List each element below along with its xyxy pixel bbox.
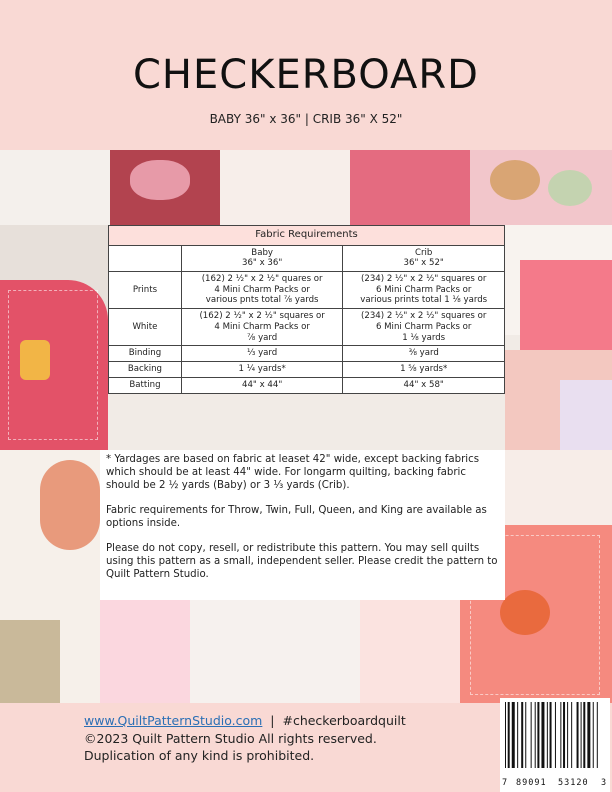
barcode-bar <box>505 702 506 768</box>
cell-baby <box>181 309 343 346</box>
row-label: Prints <box>109 271 182 308</box>
barcode-bar <box>597 702 598 768</box>
barcode-bar <box>525 702 526 768</box>
row-label: Batting <box>109 377 182 393</box>
cell-line: ⅓ yard <box>247 348 278 359</box>
row-label: Binding <box>109 346 182 362</box>
cell-crib <box>343 309 505 346</box>
cell-line: (162) 2 ½" x 2 ½" squares or <box>199 311 325 322</box>
cell-baby <box>181 362 343 378</box>
table-header-row <box>109 245 505 271</box>
table-caption: Fabric Requirements <box>109 226 505 246</box>
barcode-bar <box>587 702 590 768</box>
cell-baby <box>181 271 343 308</box>
barcode-bar <box>563 702 565 768</box>
barcode-digit-left: 89091 <box>516 778 547 788</box>
cell-crib <box>343 271 505 308</box>
barcode-bar <box>567 702 568 768</box>
notes-box <box>100 450 505 600</box>
column-header-crib <box>343 245 505 271</box>
barcode-bar <box>547 702 548 768</box>
cell-line: 4 Mini Charm Packs or <box>214 284 310 295</box>
cell-line: (234) 2 ½" x 2 ½" squares or <box>361 311 487 322</box>
barcode-bar <box>531 702 532 768</box>
cell-line: various pnts total ⅞ yards <box>205 295 319 306</box>
cell-baby <box>181 377 343 393</box>
table-row <box>109 309 505 346</box>
cell-line: 1 ⅝ yards* <box>400 364 448 375</box>
cell-line: 1 ¼ yards* <box>238 364 286 375</box>
note-copyright: Please do not copy, resell, or redistribute this pattern. You may sell quilts using this pattern as a small, independent seller. Please credit the pattern to Quilt Pattern Studio. <box>106 543 498 580</box>
copyright-line: ©2023 Quilt Pattern Studio All rights reserved. <box>84 731 377 746</box>
barcode-bar <box>555 702 556 768</box>
cell-line: (162) 2 ½" x 2 ½" quares or <box>201 273 323 284</box>
column-header-name: Crib <box>415 247 433 258</box>
cell-line: ⅞ yard <box>247 332 278 343</box>
barcode-bar <box>517 702 518 768</box>
cell-crib <box>343 362 505 378</box>
header-band <box>0 0 612 150</box>
table-caption-row <box>109 226 505 246</box>
column-header-baby <box>181 245 343 271</box>
column-header-size: 36" x 52" <box>403 258 444 269</box>
cell-line: 4 Mini Charm Packs or <box>214 321 310 332</box>
cell-line: 1 ⅛ yards <box>402 332 446 343</box>
barcode-bars <box>505 702 605 768</box>
cell-line: various prints total 1 ⅛ yards <box>360 295 488 306</box>
cell-line: 6 Mini Charm Packs or <box>375 321 472 332</box>
hashtag: #checkerboardquilt <box>282 713 406 728</box>
barcode-digit-right: 53120 <box>558 778 589 788</box>
barcode-bar <box>581 702 582 768</box>
barcode-bar <box>577 702 579 768</box>
cell-crib <box>343 346 505 362</box>
header-empty-cell <box>109 245 182 271</box>
barcode-bar <box>571 702 572 768</box>
footer-separator: | <box>270 713 275 728</box>
barcode-bar <box>541 702 544 768</box>
barcode-bar <box>593 702 594 768</box>
duplication-notice: Duplication of any kind is prohibited. <box>84 748 315 763</box>
cell-line: 44" x 44" <box>241 379 283 390</box>
column-header-size: 36" x 36" <box>241 258 283 269</box>
page-title: CHECKERBOARD <box>133 52 479 98</box>
barcode-bar <box>583 702 585 768</box>
column-header-name: Baby <box>251 247 273 258</box>
barcode-bar <box>512 702 515 768</box>
website-link[interactable]: www.QuiltPatternStudio.com <box>84 713 263 728</box>
cell-baby <box>181 346 343 362</box>
cell-line: 6 Mini Charm Packs or <box>375 284 472 295</box>
page-subtitle: BABY 36" x 36" | CRIB 36" X 52" <box>209 112 403 126</box>
note-yardage: * Yardages are based on fabric at leaset 42" wide, except backing fabrics which should be at least 44" wide. For longarm quilting, backing fabric should be 2 ½ yards (Baby) or 3 ⅓ yards (Crib). <box>106 454 479 491</box>
cell-line: ⅜ yard <box>408 348 439 359</box>
barcode-digit-check: 3 <box>601 778 607 788</box>
cell-crib <box>343 377 505 393</box>
table-row <box>109 377 505 393</box>
table-row <box>109 346 505 362</box>
cell-line: 44" x 58" <box>403 379 444 390</box>
barcode-bar <box>560 702 561 768</box>
note-sizes: Fabric requirements for Throw, Twin, Full, Queen, and King are available as options inside. <box>106 505 487 529</box>
row-label: Backing <box>109 362 182 378</box>
table-row <box>109 362 505 378</box>
barcode-digit-lead: 7 <box>502 778 508 788</box>
footer-links-line <box>84 713 406 728</box>
barcode-bar <box>550 702 552 768</box>
barcode-bar <box>508 702 510 768</box>
barcode-bar <box>537 702 539 768</box>
barcode-bar <box>535 702 536 768</box>
table-row <box>109 271 505 308</box>
cell-line: (234) 2 ½" x 2 ½" squares or <box>361 273 487 284</box>
barcode <box>500 698 610 792</box>
barcode-bar <box>521 702 523 768</box>
row-label: White <box>109 309 182 346</box>
table-body <box>109 271 505 393</box>
fabric-requirements-table <box>108 225 505 394</box>
